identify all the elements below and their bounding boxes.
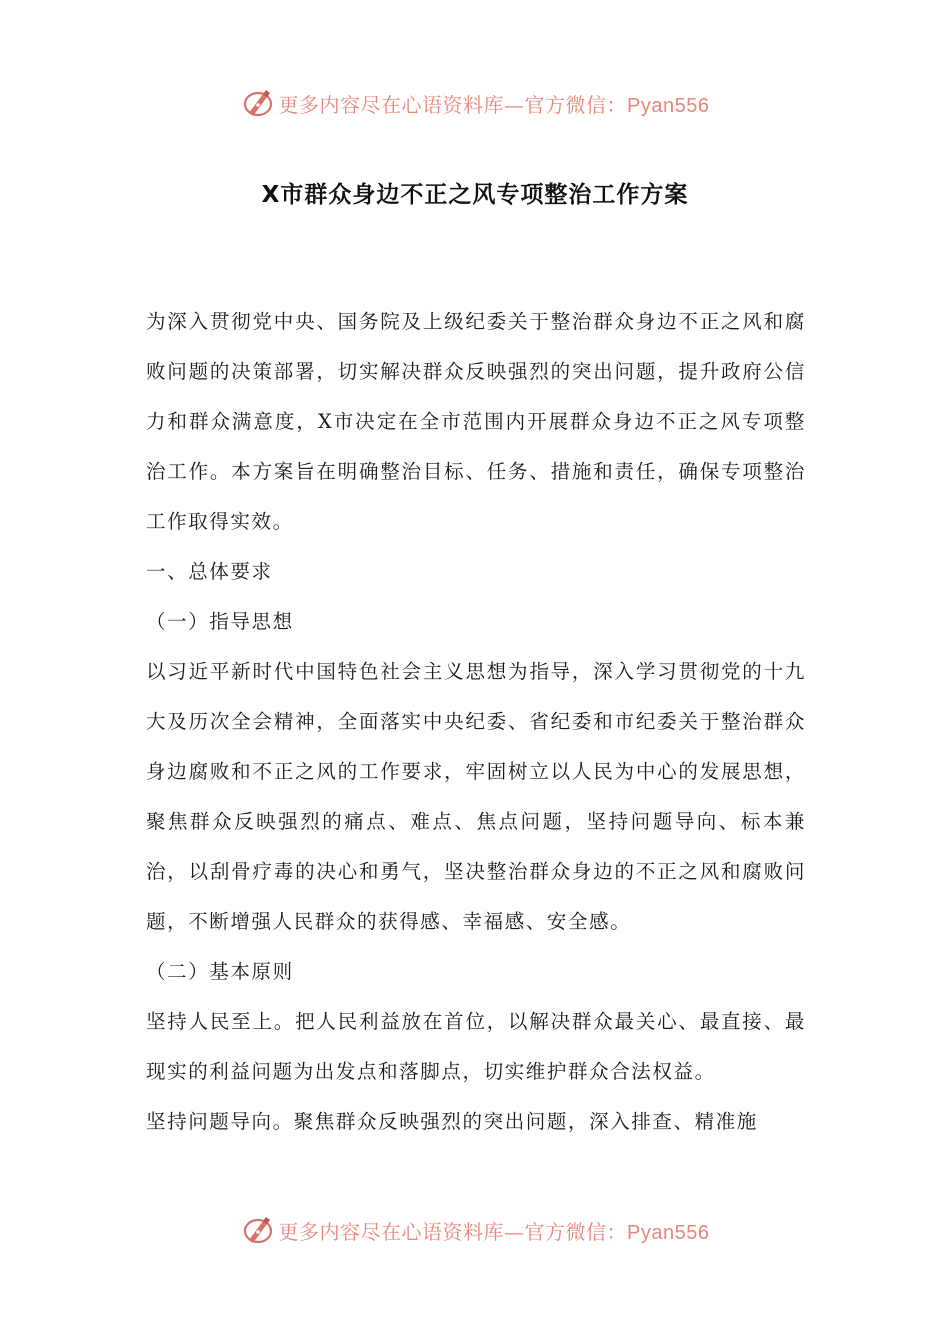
document-title: X市群众身边不正之风专项整治工作方案 [261, 182, 689, 208]
guiding-ideology-paragraph: 以习近平新时代中国特色社会主义思想为指导，深入学习贯彻党的十九大及历次全会精神，全面落实中央纪委、省纪委和市纪委关于整治群众身边腐败和不正之风的工作要求，牢固树立以人民为中心的发展思想，聚焦群众反映强烈的痛点、难点、焦点问题，坚持问题导向、标本兼治，以刮骨疗毒的决心和勇气，坚决整治群众身边的不正之风和腐败问题，不断增强人民群众的获得感、幸福感、安全感。 [146, 660, 806, 933]
principle-problem-oriented: 坚持问题导向。聚焦群众反映强烈的突出问题，深入排查、精准施 [146, 1110, 758, 1133]
wechat-id: Pyan556 [627, 1221, 710, 1244]
section-heading-general-requirements: 一、总体要求 [146, 560, 273, 583]
subheading-basic-principles: （二）基本原则 [146, 960, 294, 983]
watermark-text: 更多内容尽在心语资料库—官方微信：Pyan556 [278, 1219, 710, 1244]
principle-people-first: 坚持人民至上。把人民利益放在首位，以解决群众最关心、最直接、最现实的利益问题为出发点和落脚点，切实维护群众合法权益。 [146, 1010, 806, 1083]
pen-nib-circle-logo-icon [241, 1213, 275, 1247]
header-watermark-banner [0, 83, 950, 123]
intro-paragraph: 为深入贯彻党中央、国务院及上级纪委关于整治群众身边不正之风和腐败问题的决策部署，切实解决群众反映强烈的突出问题，提升政府公信力和群众满意度，X市决定在全市范围内开展群众身边不正之风专项整治工作。本方案旨在明确整治目标、任务、措施和责任，确保专项整治工作取得实效。 [146, 310, 806, 533]
wechat-id: Pyan556 [627, 94, 710, 117]
footer-watermark-banner [0, 1210, 950, 1250]
pen-nib-circle-logo-icon [241, 86, 275, 120]
document-body [146, 297, 806, 1147]
watermark-text: 更多内容尽在心语资料库—官方微信：Pyan556 [278, 92, 710, 117]
subheading-guiding-ideology: （一）指导思想 [146, 610, 294, 633]
